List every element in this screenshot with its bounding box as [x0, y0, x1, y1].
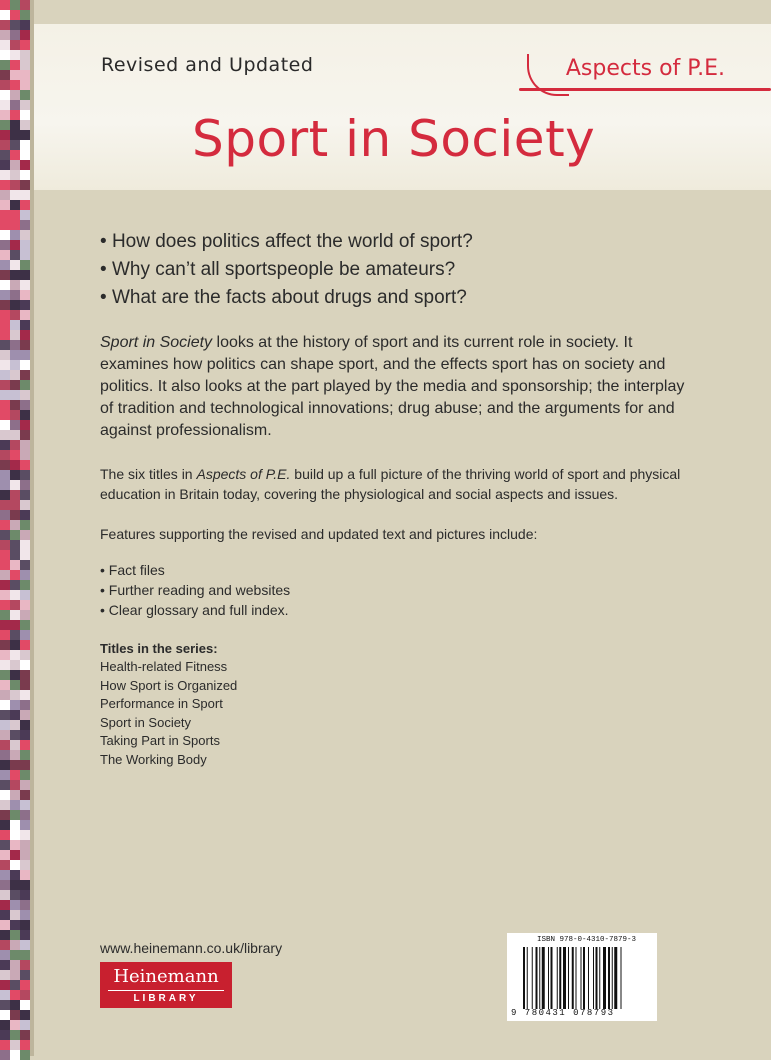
series-badge: [540, 56, 741, 81]
barcode-bar: [593, 947, 594, 1009]
question-list: [100, 228, 700, 312]
barcode-number: 9 780431 078793: [511, 1008, 615, 1018]
barcode-bar: [539, 947, 540, 1009]
barcode-bar: [548, 947, 549, 1009]
barcode-bar: [536, 947, 538, 1009]
series-list-heading: Titles in the series:: [100, 641, 218, 656]
publisher-name: Heinemann: [113, 966, 219, 987]
series-title-item: Performance in Sport: [100, 696, 223, 711]
barcode-bar: [568, 947, 569, 1009]
publisher-logo: [100, 962, 232, 1008]
barcode-bar: [596, 947, 598, 1009]
revised-label: Revised and Updated: [101, 54, 314, 76]
series-titles-list: [100, 658, 700, 769]
spine-mosaic: [0, 0, 30, 1056]
barcode-bar: [551, 947, 553, 1009]
barcode-bar: [612, 947, 613, 1009]
series-text-end: build up a full picture of the thriving world of sport and physical education in Britain today, covering the physiological and social aspects and issues.: [100, 466, 681, 502]
series-text-start: The six titles in: [100, 466, 197, 482]
isbn-text: ISBN 978-0-4310-7879-3: [537, 936, 637, 944]
barcode-bar: [527, 947, 528, 1009]
barcode-bar: [603, 947, 606, 1009]
question-item: • How does politics affect the world of sport?: [100, 228, 700, 256]
series-name: Aspects of P.E.: [565, 56, 725, 81]
barcode-bar: [608, 947, 610, 1009]
feature-item: • Further reading and websites: [100, 580, 700, 600]
series-title-item: Health-related Fitness: [100, 659, 228, 674]
feature-item: • Fact files: [100, 560, 700, 580]
series-title-item: How Sport is Organized: [100, 677, 238, 693]
book-title: Sport in Society: [192, 110, 596, 168]
series-title-item: The Working Body: [100, 751, 207, 767]
barcode-icon: [523, 947, 649, 1009]
series-title-item: Taking Part in Sports: [100, 733, 220, 748]
barcode-bar: [559, 947, 561, 1009]
barcode-bar: [581, 947, 582, 1009]
description-text: looks at the history of sport and its current role in society. It examines how politics can shape sport, and the effects sport has on society and politics. It also looks at the part played by the media and sponsorship; the interplay of tradition and technological innovations; drug abuse; and the arguments for and against professionalism.: [100, 334, 685, 439]
question-item: • What are the facts about drugs and sport?: [100, 284, 700, 312]
barcode-bar: [532, 947, 533, 1009]
book-title-inline: Sport in Society: [100, 334, 213, 351]
barcode-bar: [576, 947, 577, 1009]
features-intro: Features supporting the revised and updated text and pictures include:: [100, 526, 538, 542]
barcode-bar: [614, 947, 617, 1009]
barcode-bar: [572, 947, 574, 1009]
description-paragraph: [100, 332, 700, 442]
barcode-bar: [621, 947, 622, 1009]
barcode-bar: [563, 947, 566, 1009]
barcode-bar: [542, 947, 545, 1009]
series-name-inline: Aspects of P.E.: [196, 466, 291, 482]
publisher-imprint: LIBRARY: [108, 990, 224, 1006]
barcode-bar: [557, 947, 558, 1009]
barcode-bar: [523, 947, 525, 1009]
cover-header: [34, 24, 771, 190]
barcode-bar: [583, 947, 585, 1009]
barcode-panel: [507, 933, 657, 1021]
series-title-item: Sport in Society: [100, 714, 192, 730]
barcode-bar: [588, 947, 589, 1009]
question-item: • Why can’t all sportspeople be amateurs?: [100, 256, 700, 284]
back-cover-text: [100, 228, 700, 769]
publisher-url: www.heinemann.co.uk/library: [100, 940, 283, 956]
series-underline: [519, 88, 771, 91]
features-list: [100, 560, 700, 620]
series-paragraph: [100, 464, 700, 504]
feature-item: • Clear glossary and full index.: [100, 600, 700, 620]
barcode-bar: [599, 947, 600, 1009]
